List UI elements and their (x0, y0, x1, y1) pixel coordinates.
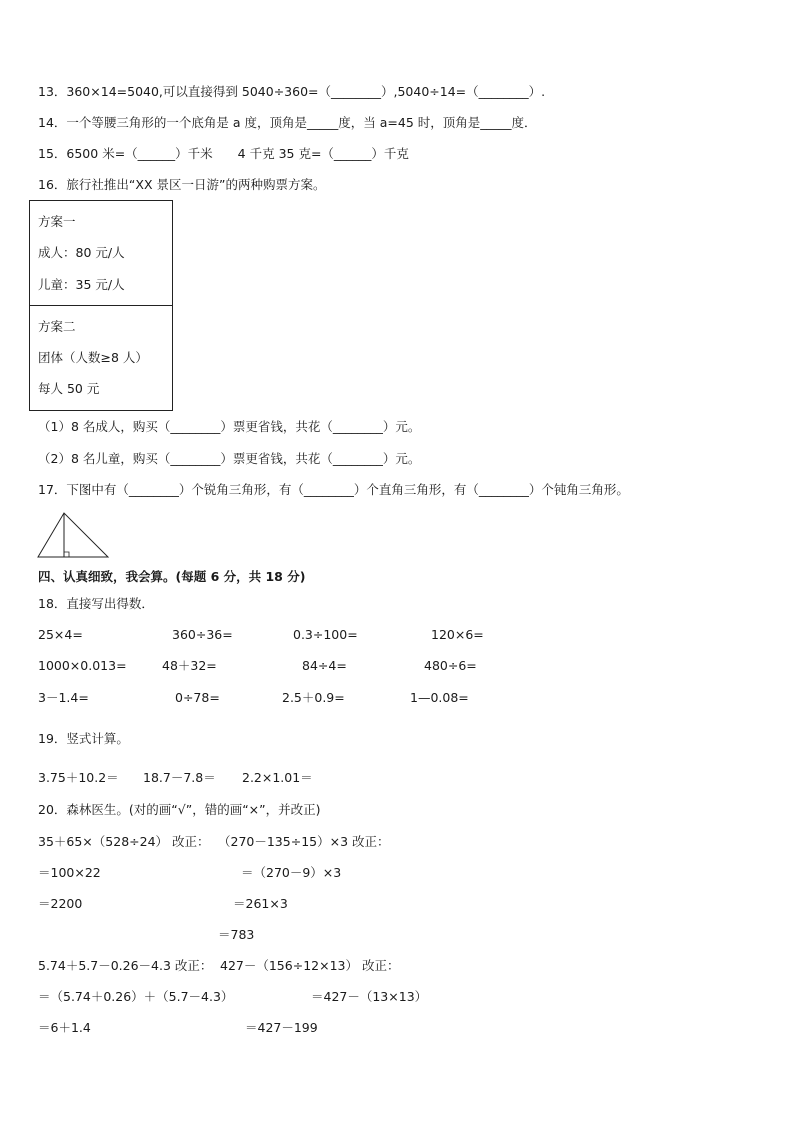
question-18-title: 18．直接写出得数． (38, 596, 154, 611)
plan-2-condition: 团体（人数≥8 人） (38, 350, 148, 365)
question-16-title: 16．旅行社推出“XX 景区一日游”的两种购票方案。 (38, 177, 326, 192)
plan-1-adult-price: 成人：80 元/人 (38, 245, 125, 260)
calc-item: 480÷6= (424, 658, 477, 673)
correction-d-line-3: ＝427－199 (245, 1020, 318, 1035)
correction-d-line-1: 427－（156÷12×13） 改正： (220, 958, 400, 973)
plan-2-price: 每人 50 元 (38, 381, 100, 396)
correction-b-line-3: ＝261×3 (233, 896, 288, 911)
question-14: 14．一个等腰三角形的一个底角是 a 度，顶角是_____度，当 a=45 时，顶角是_____度． (38, 115, 537, 130)
calc-item: 0÷78= (175, 690, 220, 705)
vertical-calc-item: 3.75＋10.2＝ (38, 770, 119, 785)
table-divider (29, 305, 172, 306)
question-19-title: 19．竖式计算。 (38, 731, 129, 746)
vertical-calc-item: 2.2×1.01＝ (242, 770, 313, 785)
calc-item: 1—0.08= (410, 690, 469, 705)
question-17: 17．下图中有（________）个锐角三角形，有（________）个直角三角形，有（________）个钝角三角形。 (38, 482, 629, 497)
question-16-sub-1: （1）8 名成人，购买（________）票更省钱，共花（________）元。 (38, 419, 421, 434)
calc-item: 1000×0.013= (38, 658, 127, 673)
correction-b-line-4: ＝783 (218, 927, 255, 942)
plan-1-child-price: 儿童：35 元/人 (38, 277, 125, 292)
correction-a-line-3: ＝2200 (38, 896, 83, 911)
calc-item: 0.3÷100= (293, 627, 358, 642)
correction-c-line-1: 5.74＋5.7－0.26－4.3 改正： (38, 958, 213, 973)
calc-item: 2.5＋0.9= (282, 690, 345, 705)
question-13: 13．360×14=5040,可以直接得到 5040÷360=（________）,5040÷14=（________）. (38, 84, 546, 99)
calc-item: 25×4= (38, 627, 83, 642)
correction-a-line-1: 35＋65×（528÷24） 改正： (38, 834, 210, 849)
section-4-heading: 四、认真细致，我会算。(每题 6 分，共 18 分) (38, 569, 306, 584)
calc-item: 3－1.4= (38, 690, 89, 705)
calc-item: 48＋32= (162, 658, 217, 673)
vertical-calc-item: 18.7－7.8＝ (143, 770, 216, 785)
question-15: 15．6500 米=（______）千米 4 千克 35 克=（______）千克 (38, 146, 409, 161)
correction-c-line-3: ＝6＋1.4 (38, 1020, 91, 1035)
plan-2-title: 方案二 (38, 319, 76, 334)
question-20-title: 20．森林医生。(对的画“√”，错的画“×”，并改正) (38, 802, 321, 817)
correction-b-line-2: ＝（270－9）×3 (241, 865, 342, 880)
calc-item: 84÷4= (302, 658, 347, 673)
calc-item: 120×6= (431, 627, 484, 642)
triangle-figure (36, 510, 112, 560)
calc-item: 360÷36= (172, 627, 233, 642)
correction-a-line-2: ＝100×22 (38, 865, 101, 880)
plan-1-title: 方案一 (38, 214, 76, 229)
correction-b-line-1: （270－135÷15）×3 改正： (218, 834, 390, 849)
question-16-sub-2: （2）8 名儿童，购买（________）票更省钱，共花（________）元。 (38, 451, 421, 466)
correction-c-line-2: ＝（5.74＋0.26）＋（5.7－4.3） (38, 989, 234, 1004)
correction-d-line-2: ＝427－（13×13） (311, 989, 428, 1004)
